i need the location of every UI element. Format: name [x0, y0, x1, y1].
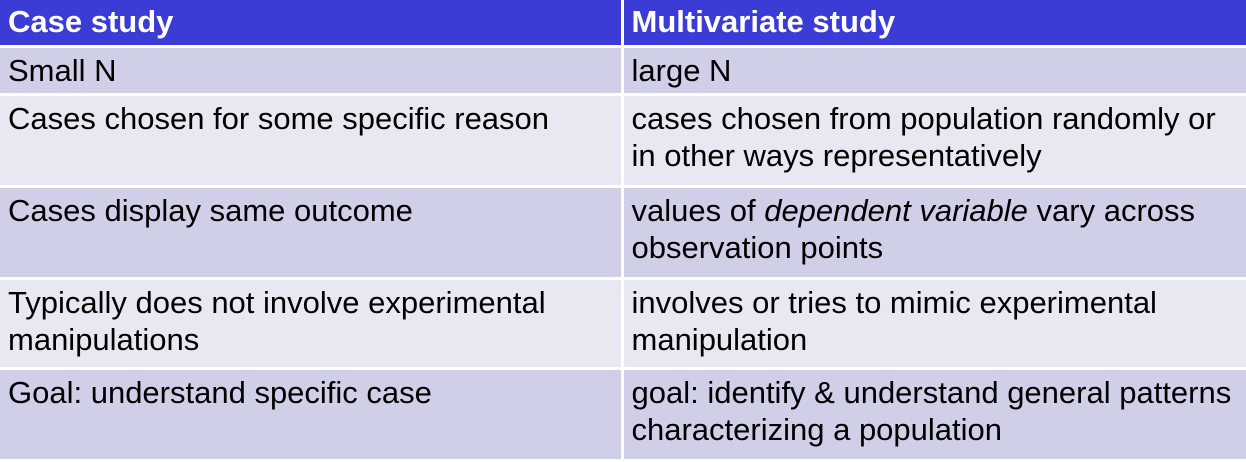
table-row	[0, 278, 1246, 368]
multivariate-emphasis: dependent variable	[764, 192, 1028, 228]
multivariate-cell	[622, 186, 1246, 278]
case-study-cell: Cases display same outcome	[0, 186, 622, 278]
table-row	[0, 46, 1246, 94]
multivariate-text: cases chosen from population randomly or in other ways representatively	[631, 100, 1216, 173]
multivariate-text: values of	[631, 192, 765, 228]
multivariate-text: goal: identify & understand general patterns characterizing a population	[631, 374, 1232, 447]
case-study-cell: Typically does not involve experimental manipulations	[0, 278, 622, 368]
multivariate-text: large N	[631, 52, 732, 88]
table-row	[0, 186, 1246, 278]
table-row	[0, 368, 1246, 460]
case-study-cell: Goal: understand specific case	[0, 368, 622, 460]
table-row	[0, 94, 1246, 186]
case-study-cell: Cases chosen for some specific reason	[0, 94, 622, 186]
multivariate-cell	[622, 46, 1246, 94]
multivariate-text-after: vary across observation points	[631, 192, 1196, 265]
multivariate-text: involves or tries to mimic experimental manipulation	[631, 284, 1157, 357]
header-case-study: Case study	[0, 0, 622, 46]
multivariate-cell	[622, 94, 1246, 186]
header-multivariate-study: Multivariate study	[622, 0, 1246, 46]
multivariate-cell	[622, 278, 1246, 368]
case-study-cell: Small N	[0, 46, 622, 94]
header-row	[0, 0, 1246, 46]
multivariate-cell	[622, 368, 1246, 460]
